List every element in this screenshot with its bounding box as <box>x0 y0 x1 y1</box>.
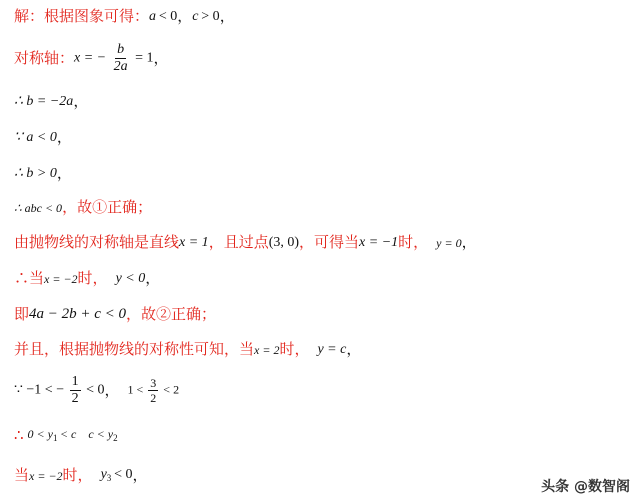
fraction-3-over-2: $\frac{3}{2}$ <box>150 376 157 405</box>
line-end: ， <box>56 164 72 182</box>
line-8 <box>14 271 632 286</box>
text-namely: 即 <box>14 305 30 323</box>
math-inequality-three-halves: 1 < $\frac{3}{2}$ < 2 <box>127 376 180 405</box>
line-5 <box>14 166 632 181</box>
axis-label: 对称轴： <box>14 49 75 67</box>
conclusion-2: ，故②正确； <box>126 305 217 323</box>
math-x-eq-neg2-b: x = −2 <box>29 468 63 483</box>
text-axis-line: 由抛物线的对称轴是直线 <box>14 233 180 251</box>
line-3 <box>14 94 632 109</box>
math-inequality-half: ∵ −1 < − $\frac{1}{2}$ < 0 <box>14 374 105 406</box>
line-1 <box>14 9 632 24</box>
math-y-eq-0: y = 0 <box>436 235 462 250</box>
solution-label: 解：根据图象可得： <box>14 7 150 25</box>
math-axis-formula: x = − $\frac{b}{2a}$ = 1 <box>74 42 154 74</box>
math-abc-lt-0: ∴ abc < 0 <box>14 200 63 215</box>
math-4a-2b-c: 4a − 2b + c < 0 <box>29 306 127 322</box>
math-b-eq-neg2a: ∴ b = −2a <box>14 93 74 109</box>
line-end: ， <box>219 7 235 25</box>
math-b-gt-0: ∴ b > 0 <box>14 165 57 181</box>
text-when: 时， <box>77 269 108 287</box>
therefore-symbol: ∴ <box>14 426 24 444</box>
fraction-b-over-2a: $\frac{b}{2a}$ <box>113 42 128 74</box>
math-y3-lt-0: $y_3 < 0$ <box>100 467 133 483</box>
math-x-eq-neg1: x = −1 <box>359 234 399 250</box>
separator: ， <box>104 381 120 399</box>
math-y1-range: $0 < y_1 < c$ <box>27 427 77 443</box>
line-13 <box>14 468 632 483</box>
line-12 <box>14 428 632 443</box>
math-c-lt-y2: $c < y_2$ <box>88 427 118 443</box>
math-point-3-0: (3, 0) <box>268 234 300 250</box>
math-x-eq-2: x = 2 <box>254 342 280 357</box>
line-end: ， <box>73 92 89 110</box>
line-end: ， <box>132 466 148 484</box>
math-because-a-lt-0: ∵ a < 0 <box>14 129 57 145</box>
line-end: ， <box>145 269 161 287</box>
separator: ， <box>177 7 193 25</box>
fraction-1-over-2: $\frac{1}{2}$ <box>71 374 79 406</box>
watermark: 头条 @数智阁 <box>541 479 630 495</box>
text-can-get: ，可得当 <box>299 233 360 251</box>
line-7 <box>14 235 632 250</box>
line-end: ， <box>153 49 169 67</box>
math-y-lt-0: y < 0 <box>115 270 146 286</box>
line-11 <box>14 375 632 406</box>
line-end: ， <box>346 340 362 358</box>
math-y-eq-c: y = c <box>317 341 347 357</box>
line-2 <box>14 43 632 74</box>
text-when: 时， <box>62 466 93 484</box>
text-when: 时， <box>398 233 429 251</box>
line-end: ， <box>56 128 72 146</box>
math-x-eq-neg2: x = −2 <box>44 271 78 286</box>
text-symmetry: 并且，根据抛物线的对称性可知，当 <box>14 340 255 358</box>
line-end: ， <box>461 233 477 251</box>
line-4 <box>14 130 632 145</box>
line-6 <box>14 200 632 215</box>
text-therefore-when: ∴当 <box>14 269 45 287</box>
math-c-gt-0: c > 0 <box>192 8 220 24</box>
line-10 <box>14 342 632 357</box>
text-passes-point: ，且过点 <box>208 233 269 251</box>
math-x-eq-1: x = 1 <box>179 234 209 250</box>
math-a-lt-0: a < 0 <box>149 8 178 24</box>
conclusion-1: ，故①正确； <box>62 198 153 216</box>
text-when-start: 当 <box>14 466 30 484</box>
text-when: 时， <box>279 340 310 358</box>
line-9 <box>14 307 632 322</box>
